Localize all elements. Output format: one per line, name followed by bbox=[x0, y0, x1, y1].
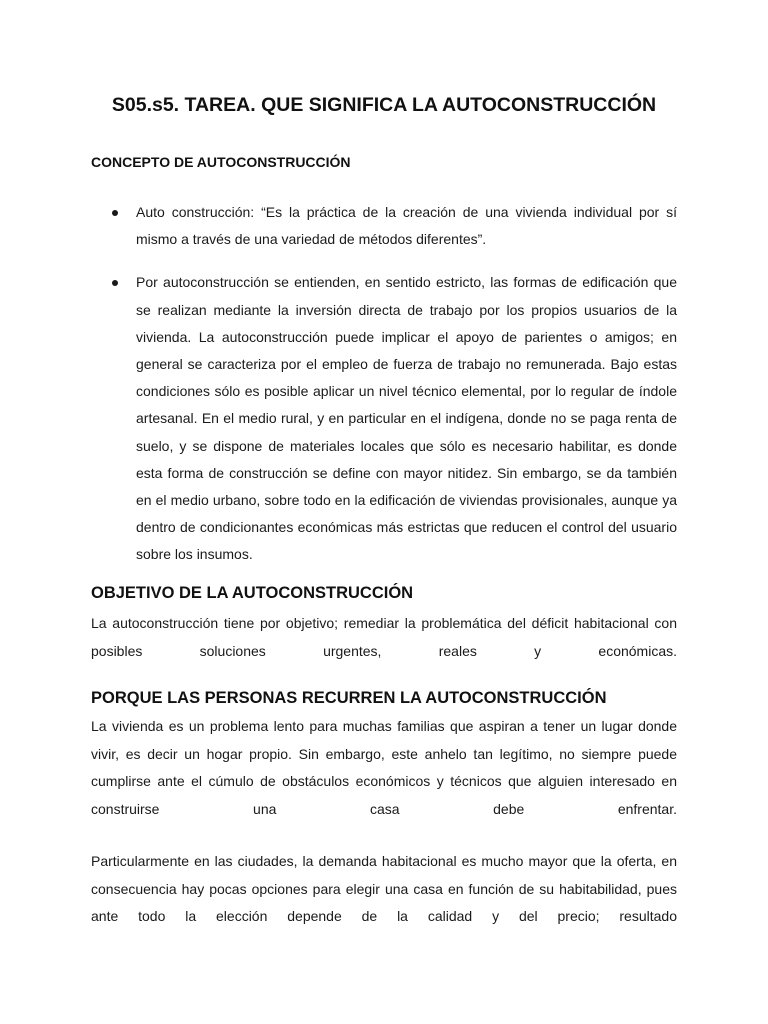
concept-heading: CONCEPTO DE AUTOCONSTRUCCIÓN bbox=[91, 154, 351, 170]
concept-bullet-list bbox=[91, 199, 677, 585]
bullet-icon bbox=[112, 280, 118, 286]
bullet-icon bbox=[112, 210, 118, 216]
reasons-heading: PORQUE LAS PERSONAS RECURREN LA AUTOCONSTRUCCIÓN bbox=[91, 689, 607, 707]
reasons-paragraph-2: Particularmente en las ciudades, la demanda habitacional es mucho mayor que la oferta, en consecuencia hay pocas opciones para elegir una casa en función de su habitabilidad, pues ante todo la elección depende de la calidad y del precio; resultado bbox=[91, 853, 677, 924]
list-item bbox=[91, 199, 677, 253]
bullet-text: Por autoconstrucción se entienden, en sentido estricto, las formas de edificación que se realizan mediante la inversión directa de trabajo por los propios usuarios de la vivienda. La autoconstrucción puede implicar el apoyo de parientes o amigos; en general se caracteriza por el empleo de fuerza de trabajo no remunerada. Bajo estas condiciones sólo es posible aplicar un nivel técnico elemental, por lo regular de índole artesanal. En el medio rural, y en particular en el indígena, donde no se paga renta de suelo, y se dispone de materiales locales que sólo es necesario habilitar, es donde esta forma de construcción se define con mayor nitidez. Sin embargo, se da también en el medio urbano, sobre todo en la edificación de viviendas provisionales, aunque ya dentro de condicionantes económicas más estrictas que reducen el control del usuario sobre los insumos. bbox=[136, 274, 677, 563]
bullet-text: Auto construcción: “Es la práctica de la creación de una vivienda individual por sí mismo a través de una variedad de métodos diferentes”. bbox=[136, 204, 677, 248]
objective-paragraph: La autoconstrucción tiene por objetivo; remediar la problemática del déficit habitacional con posibles soluciones urgentes, reales y económicas. bbox=[91, 615, 677, 659]
list-item bbox=[91, 269, 677, 568]
objective-heading: OBJETIVO DE LA AUTOCONSTRUCCIÓN bbox=[91, 584, 414, 602]
reasons-paragraph-1: La vivienda es un problema lento para muchas familias que aspiran a tener un lugar donde vivir, es decir un hogar propio. Sin embargo, este anhelo tan legítimo, no siempre puede cumplirse ante el cúmulo de obstáculos económicos y técnicos que alguien interesado en construirse una casa debe enfrentar. bbox=[91, 718, 677, 817]
page-title: S05.s5. TAREA. QUE SIGNIFICA LA AUTOCONSTRUCCIÓN bbox=[111, 94, 657, 116]
